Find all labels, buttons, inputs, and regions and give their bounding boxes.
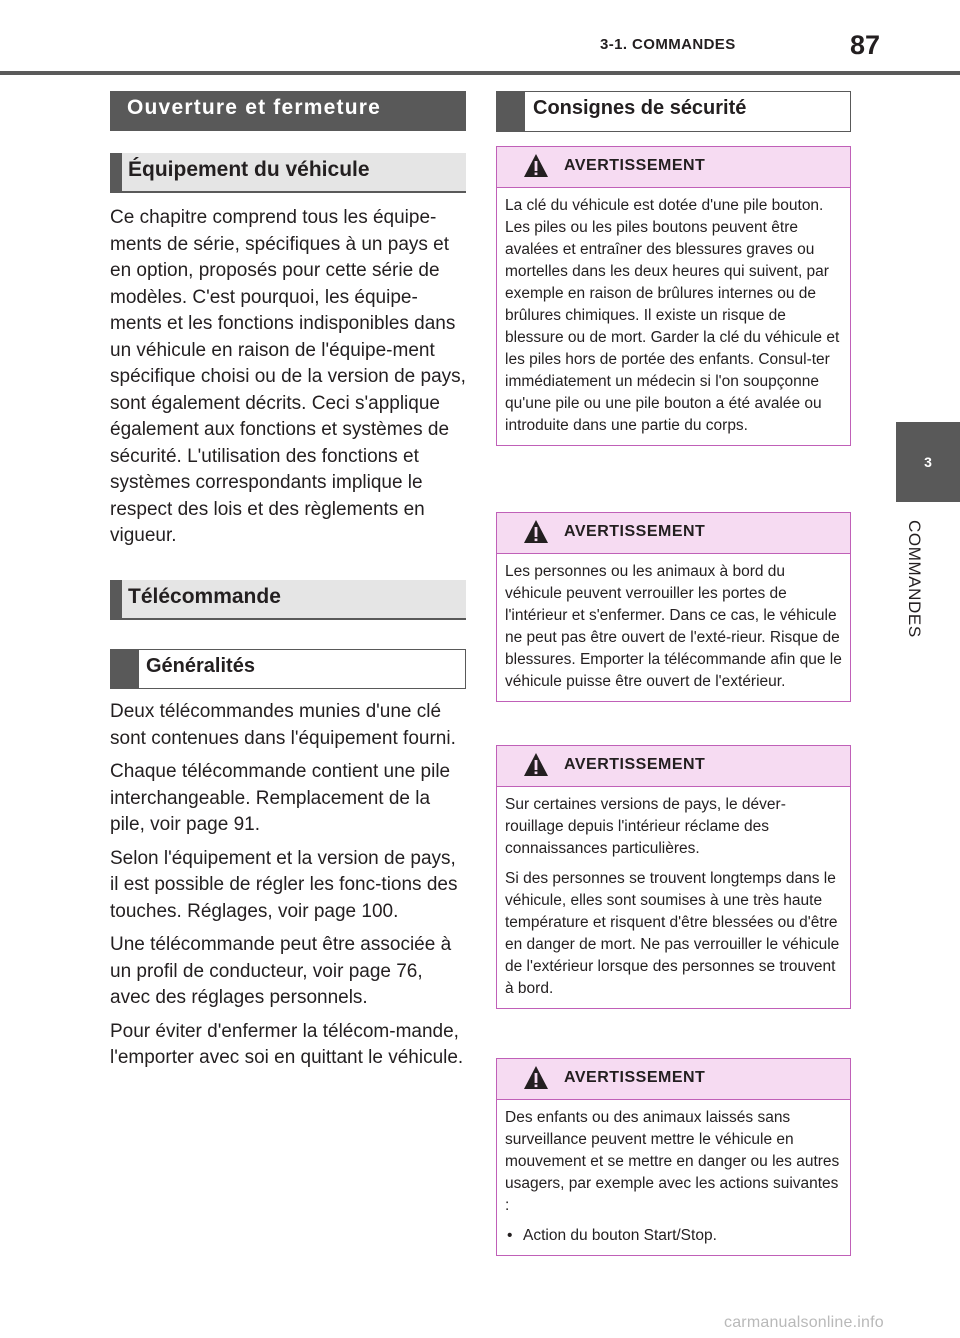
- warning-body: [497, 787, 850, 1008]
- page-number: 87: [850, 30, 881, 60]
- warning-paragraph: Des enfants ou des animaux laissés sans surveillance peuvent mettre le véhicule en mouvement et se mettre en danger ou les autres usagers, par exemple avec les actions suivantes :: [505, 1109, 840, 1214]
- sub-heading-remote: [110, 580, 466, 620]
- heading-bar: [497, 92, 525, 131]
- paragraph: Deux télécommandes munies d'une clé sont contenues dans l'équipement fourni.: [110, 701, 456, 749]
- warning-body: [497, 188, 850, 445]
- heading-bar: [110, 153, 122, 191]
- safety-heading-text: Consignes de sécurité: [533, 97, 747, 119]
- warning-body: [497, 1100, 850, 1255]
- heading-bar: [111, 650, 139, 688]
- warning-triangle-icon: [523, 1065, 549, 1091]
- watermark: carmanualsonline.info: [724, 1314, 884, 1331]
- intro-paragraph: Ce chapitre comprend tous les équipe-ments de série, spécifiques à un pays et en option, proposés pour cette série de modèles. C'est pourquoi, les équipe-ments et les fonctions indisponibles dans un véhicule en raison de l'équipe-ment spécifique choisi ou de la version de pays, sont également décrits. Ceci s'applique également aux fonctions et systèmes de sécurité. L'utilisation des fonctions et systèmes correspondants implique le respect des lois et des règlements en vigueur.: [110, 207, 466, 546]
- general-paragraphs: [110, 699, 466, 1079]
- main-heading: Ouverture et fermeture: [110, 91, 466, 131]
- warning-bullet: • Action du bouton Start/Stop.: [505, 1225, 842, 1247]
- warning-paragraph: Les personnes ou les animaux à bord du véhicule peuvent verrouiller les portes de l'intérieur et s'enfermer. Dans ce cas, le véhicule ne peut pas être ouvert de l'exté-rieur. Risque de blessures. Emporter la télécommande afin que le véhicule puisse être ouvert de l'extérieur.: [505, 563, 842, 690]
- warning-header: [497, 1059, 850, 1100]
- warning-box: [496, 1058, 851, 1256]
- chapter-tab[interactable]: [896, 422, 960, 502]
- warning-paragraph: Si des personnes se trouvent longtemps dans le véhicule, elles sont soumises à une très haute température et risquent d'être blessées ou d'être en danger de mort. Ne pas verrouiller le véhicule de l'extérieur lorsque des personnes se trouvent à bord.: [505, 870, 840, 997]
- warning-box: [496, 146, 851, 446]
- sub-heading-remote-text: Télécommande: [128, 585, 281, 608]
- paragraph: Chaque télécommande contient une pile interchangeable. Remplacement de la pile, voir page 91.: [110, 761, 451, 835]
- warning-triangle-icon: [523, 153, 549, 179]
- warning-title: AVERTISSEMENT: [564, 756, 706, 773]
- sub-sub-heading-general-text: Généralités: [146, 655, 255, 677]
- warning-header: [497, 513, 850, 554]
- header-rule: [0, 71, 960, 75]
- section-title: 3-1. COMMANDES: [600, 36, 736, 53]
- sub-sub-heading-general: [110, 649, 466, 689]
- warning-title: AVERTISSEMENT: [564, 523, 706, 540]
- safety-heading: [496, 91, 851, 132]
- warning-box: [496, 745, 851, 1009]
- chapter-number: 3: [924, 454, 932, 470]
- warning-box: [496, 512, 851, 702]
- paragraph: Pour éviter d'enfermer la télécom-mande, l'emporter avec soi en quittant le véhicule.: [110, 1020, 464, 1068]
- heading-bar: [110, 580, 122, 618]
- warning-paragraph: La clé du véhicule est dotée d'une pile bouton. Les piles ou les piles boutons peuvent être avalées et entraîner des blessures graves ou mortelles dans les deux heures qui suivent, par exemple en raison de brûlures internes ou de brûlures chimiques. Il existe un risque de blessure ou de mort. Garder la clé du véhicule et les piles hors de portée des enfants. Consul-ter immédiatement un médecin si l'on soupçonne qu'une pile ou une pile bouton a été avalée ou introduite dans une partie du corps.: [505, 197, 840, 434]
- warning-header: [497, 746, 850, 787]
- warning-header: [497, 147, 850, 188]
- sub-heading-equipment: [110, 153, 466, 193]
- paragraph: Une télécommande peut être associée à un profil de conducteur, voir page 76, avec des réglages personnels.: [110, 934, 452, 1008]
- warning-triangle-icon: [523, 752, 549, 778]
- warning-paragraph: Sur certaines versions de pays, le déver-rouillage depuis l'intérieur réclame des connaissances particulières.: [505, 796, 786, 857]
- warning-body: [497, 554, 850, 701]
- paragraph: Selon l'équipement et la version de pays, il est possible de régler les fonc-tions des touches. Réglages, voir page 100.: [110, 847, 458, 922]
- warning-title: AVERTISSEMENT: [564, 157, 706, 174]
- sub-heading-equipment-text: Équipement du véhicule: [128, 158, 370, 181]
- chapter-label: COMMANDES: [905, 520, 924, 638]
- warning-title: AVERTISSEMENT: [564, 1069, 706, 1086]
- warning-triangle-icon: [523, 519, 549, 545]
